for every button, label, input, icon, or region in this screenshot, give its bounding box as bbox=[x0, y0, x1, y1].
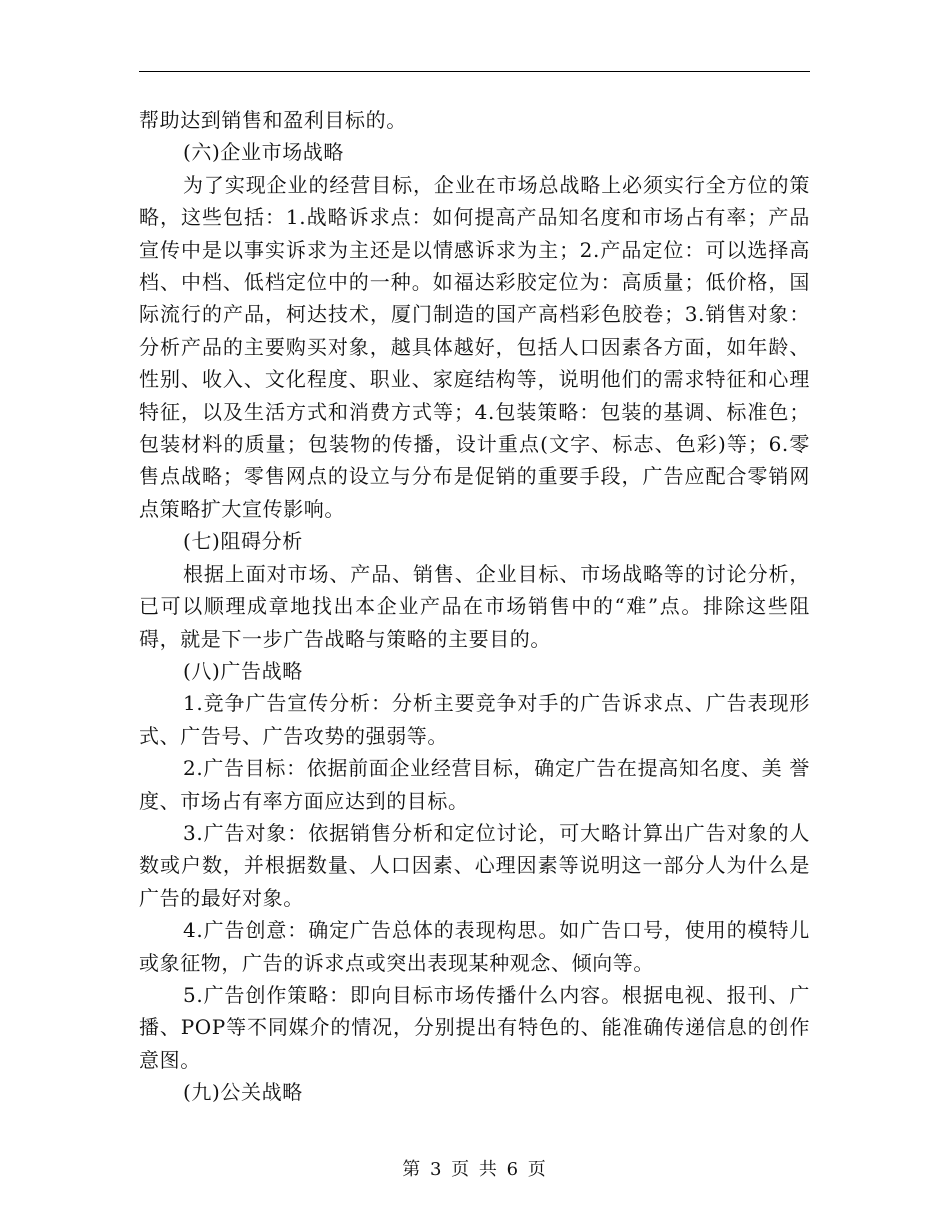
paragraph: 帮助达到销售和盈利目标的。 bbox=[139, 108, 407, 132]
page-footer: 第 3 页 共 6 页 bbox=[402, 1159, 548, 1180]
section-heading: (八)广告战略 bbox=[183, 658, 303, 683]
document-body bbox=[139, 104, 810, 1109]
paragraph: 为了实现企业的经营目标，企业在市场总战略上必须实行全方位的策略，这些包括：1.战略诉求点：如何提高产品知名度和市场占有率；产品宣传中是以事实诉求为主还是以情感诉求为主；2.产品定位：可以选择高档、中档、低档定位中的一种。如福达彩胶定位为：高质量；低价格，国际流行的产品，柯达技术，厦门制造的国产高档彩色胶卷；3.销售对象：分析产品的主要购买对象，越具体越好，包括人口因素各方面，如年龄、性别、收入、文化程度、职业、家庭结构等，说明他们的需求特征和心理特征，以及生活方式和消费方式等；4.包装策略：包装的基调、标准色；包装材料的质量；包装物的传播，设计重点(文字、标志、色彩)等；6.零售点战略；零售网点的设立与分布是促销的重要手段，广告应配合零销网点策略扩大宣传影响。 bbox=[139, 172, 810, 521]
list-item: 3.广告对象：依据销售分析和定位讨论，可大略计算出广告对象的人数或户数，并根据数量、人口因素、心理因素等说明这一部分人为什么是广告的最好对象。 bbox=[139, 820, 810, 910]
list-item: 5.广告创作策略：即向目标市场传播什么内容。根据电视、报刊、广播、POP等不同媒介的情况，分别提出有特色的、能准确传递信息的创作意图。 bbox=[139, 982, 810, 1072]
header-rule bbox=[139, 71, 810, 72]
list-item: 1.竞争广告宣传分析：分析主要竞争对手的广告诉求点、广告表现形式、广告号、广告攻势的强弱等。 bbox=[139, 691, 810, 748]
section-heading: (六)企业市场战略 bbox=[183, 140, 345, 165]
section-heading: (七)阻碍分析 bbox=[183, 529, 303, 554]
paragraph: 根据上面对市场、产品、销售、企业目标、市场战略等的讨论分析，已可以顺理成章地找出本企业产品在市场销售中的“难”点。排除这些阻碍，就是下一步广告战略与策略的主要目的。 bbox=[139, 561, 810, 651]
section-heading: (九)公关战略 bbox=[183, 1080, 303, 1105]
list-item: 4.广告创意：确定广告总体的表现构思。如广告口号，使用的模特儿或象征物，广告的诉求点或突出表现某种观念、倾向等。 bbox=[139, 918, 810, 975]
list-item: 2.广告目标：依据前面企业经营目标，确定广告在提高知名度、美 誉度、市场占有率方面应达到的目标。 bbox=[139, 756, 810, 813]
